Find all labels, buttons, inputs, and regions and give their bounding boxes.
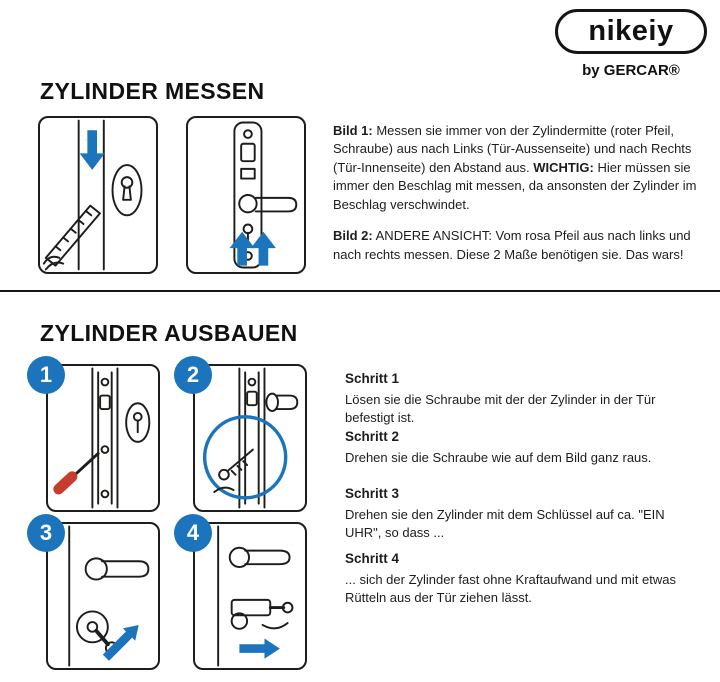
step-3-label: Schritt 3 (345, 486, 400, 501)
lever-handle-drawing (102, 561, 148, 576)
step-4-label: Schritt 4 (345, 551, 400, 566)
step-3 (345, 485, 697, 541)
step-1-label: Schritt 1 (345, 371, 400, 386)
brand-name: nikeiy (588, 15, 674, 47)
section-title-messen: ZYLINDER MESSEN (40, 78, 265, 104)
step-4 (345, 550, 697, 606)
bild1-paragraph (333, 122, 707, 214)
measure-instructions (333, 122, 707, 264)
brand-byline: by GERCAR® (582, 62, 680, 79)
figure-step1 (46, 364, 160, 512)
bild1-text: Messen sie immer von der Zylindermitte (roter Pfeil, Schraube) aus nach Links (Tür-Aussenseite) und nach Rechts (Tür-Innenseite) den Abstand aus. (333, 123, 692, 175)
step-badge-2: 2 (174, 356, 212, 394)
step2-illustration (195, 366, 305, 510)
door-handle-drawing (69, 527, 148, 666)
figure-step3 (46, 522, 160, 670)
step-badge-4: 4 (174, 514, 212, 552)
step-2-label: Schritt 2 (345, 429, 400, 444)
bild2-paragraph (333, 227, 707, 264)
step-2-text: Drehen sie die Schraube wie auf dem Bild ganz raus. (345, 450, 652, 466)
section-divider (0, 290, 720, 292)
step3-illustration (48, 524, 158, 668)
figure-step2 (193, 364, 307, 512)
hand-drawing (263, 623, 288, 628)
step-badge-3: 3 (27, 514, 65, 552)
bild1-label: Bild 1: (333, 123, 373, 138)
bild1-illustration (40, 118, 156, 272)
screwdriver-shaft-drawing (75, 453, 98, 474)
bild2-illustration (188, 118, 304, 272)
handle-rosette-drawing (239, 195, 256, 212)
step-4-text: ... sich der Zylinder fast ohne Kraftaufwand und mit etwas Rütteln aus der Tür ziehen lässt. (345, 572, 676, 605)
step1-illustration (48, 366, 158, 510)
bild2-label: Bild 2: (333, 228, 373, 244)
section-title-ausbauen: ZYLINDER AUSBAUEN (40, 320, 298, 346)
step4-illustration (195, 524, 305, 668)
screw-drawing (214, 450, 253, 492)
step-badge-1: 1 (27, 356, 65, 394)
figure-step4 (193, 522, 307, 670)
figure-bild1 (38, 116, 158, 274)
wichtig-label: WICHTIG: (533, 159, 594, 175)
arrow-up-icons (230, 232, 276, 266)
brand-logo (555, 9, 707, 54)
bild2-text: ANDERE ANSICHT: Vom rosa Pfeil aus nach links und nach rechts messen. Diese 2 Maße benötigen sie. Das wars! (333, 228, 691, 262)
lever-handle-drawing (276, 396, 297, 410)
step-2 (345, 428, 697, 467)
arrow-right-icon (239, 638, 280, 658)
step-1 (345, 370, 697, 426)
step-1-text: Lösen sie die Schraube mit der der Zylinder in der Tür befestigt ist. (345, 392, 656, 425)
step-3-text: Drehen sie den Zylinder mit dem Schlüssel auf ca. "EIN UHR", so dass ... (345, 507, 665, 540)
arrow-down-icon (80, 130, 105, 170)
figure-bild2 (186, 116, 306, 274)
door-faceplate-drawing (239, 369, 297, 508)
bild1-text2: Hier müssen sie immer den Beschlag mit messen, da ansonsten der Zylinder im Beschlag verschwindet. (333, 159, 697, 212)
lever-handle-drawing (245, 551, 289, 565)
door-faceplate-drawing (75, 369, 149, 508)
screwdriver-handle-drawing (59, 477, 73, 490)
